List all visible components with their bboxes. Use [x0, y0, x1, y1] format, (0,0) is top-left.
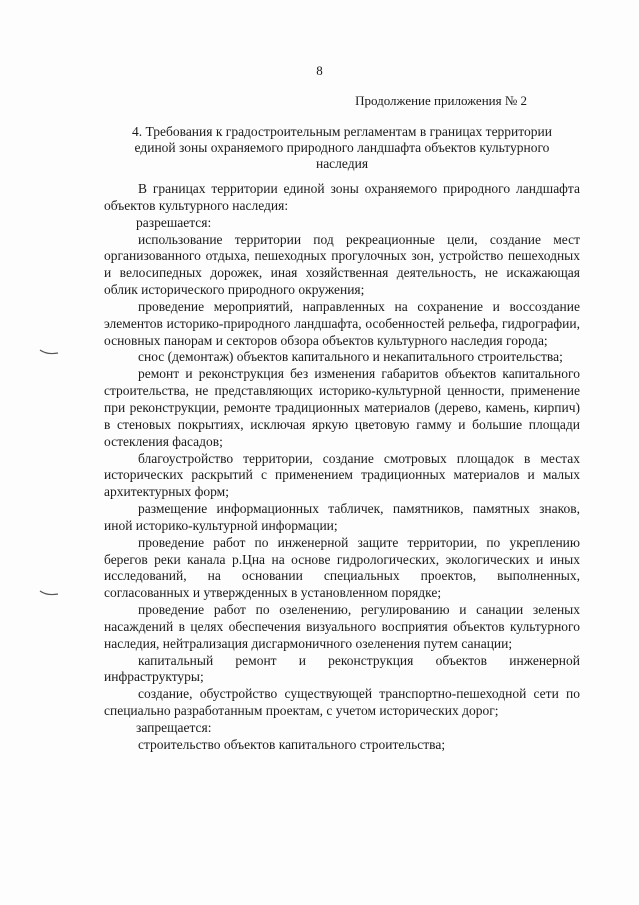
paragraph: благоустройство территории, создание смотровых площадок в местах исторических раскрытий с применением традиционных материалов и малых архитектурных форм; [104, 450, 580, 500]
paragraph: проведение работ по инженерной защите территории, по укреплению берегов реки канала р.Цна на основе гидрологических, экологических и иных исследований, на основании специальных проектов, выполненных, согласованных и утвержденных в установленном порядке; [104, 534, 580, 601]
paragraph: размещение информационных табличек, памятников, памятных знаков, иной историко-культурной информации; [104, 501, 580, 533]
paragraph: использование территории под рекреационные цели, создание мест организованного отдыха, пешеходных прогулочных зон, устройство пешеходных и велосипедных дорожек, иная хозяйственная деятельность, не искажающая облик исторического природного окружения; [104, 231, 580, 298]
margin-mark [38, 588, 60, 598]
paragraph: снос (демонтаж) объектов капитального и некапитального строительства; [138, 349, 563, 365]
page-number: 8 [316, 63, 323, 78]
prohibited-label: запрещается: [136, 720, 212, 735]
paragraph: В границах территории единой зоны охраняемого природного ландшафта объектов культурного наследия: [104, 181, 580, 213]
paragraph: ремонт и реконструкция без изменения габаритов объектов капитального строительства, не представляющих историко-культурной ценности, применение при реконструкции, ремонте традиционных материалов (дерево, камень, кирпич) в стеновых покрытиях, исключая яркую цветовую гамму и большие площади остекления фасадов; [104, 366, 580, 449]
permitted-label: разрешается: [136, 214, 212, 230]
section-title: 4. Требования к градостроительным регламентам в границах территории единой зоны охраняемого природного ландшафта объектов культурного наследия [132, 124, 552, 171]
paragraph: проведение работ по озеленению, регулированию и санации зеленых насаждений в целях обеспечения визуального восприятия объектов культурного наследия, нейтрализация дисгармоничного озеленения путем санации; [104, 602, 580, 651]
paragraph: проведение мероприятий, направленных на сохранение и воссоздание элементов историко-природного ландшафта, особенностей рельефа, гидрографии, основных панорам и секторов обзора объектов культурного наследия города; [104, 298, 580, 348]
paragraph: создание, обустройство существующей транспортно-пешеходной сети по специально разработанным проектам, с учетом исторических дорог; [104, 686, 580, 719]
margin-mark [38, 347, 60, 357]
paragraph: строительство объектов капитального строительства; [138, 736, 446, 752]
paragraph: капитальный ремонт и реконструкция объектов инженерной инфраструктуры; [104, 652, 580, 685]
continuation-header: Продолжение приложения № 2 [355, 93, 527, 108]
body-text [104, 181, 580, 754]
